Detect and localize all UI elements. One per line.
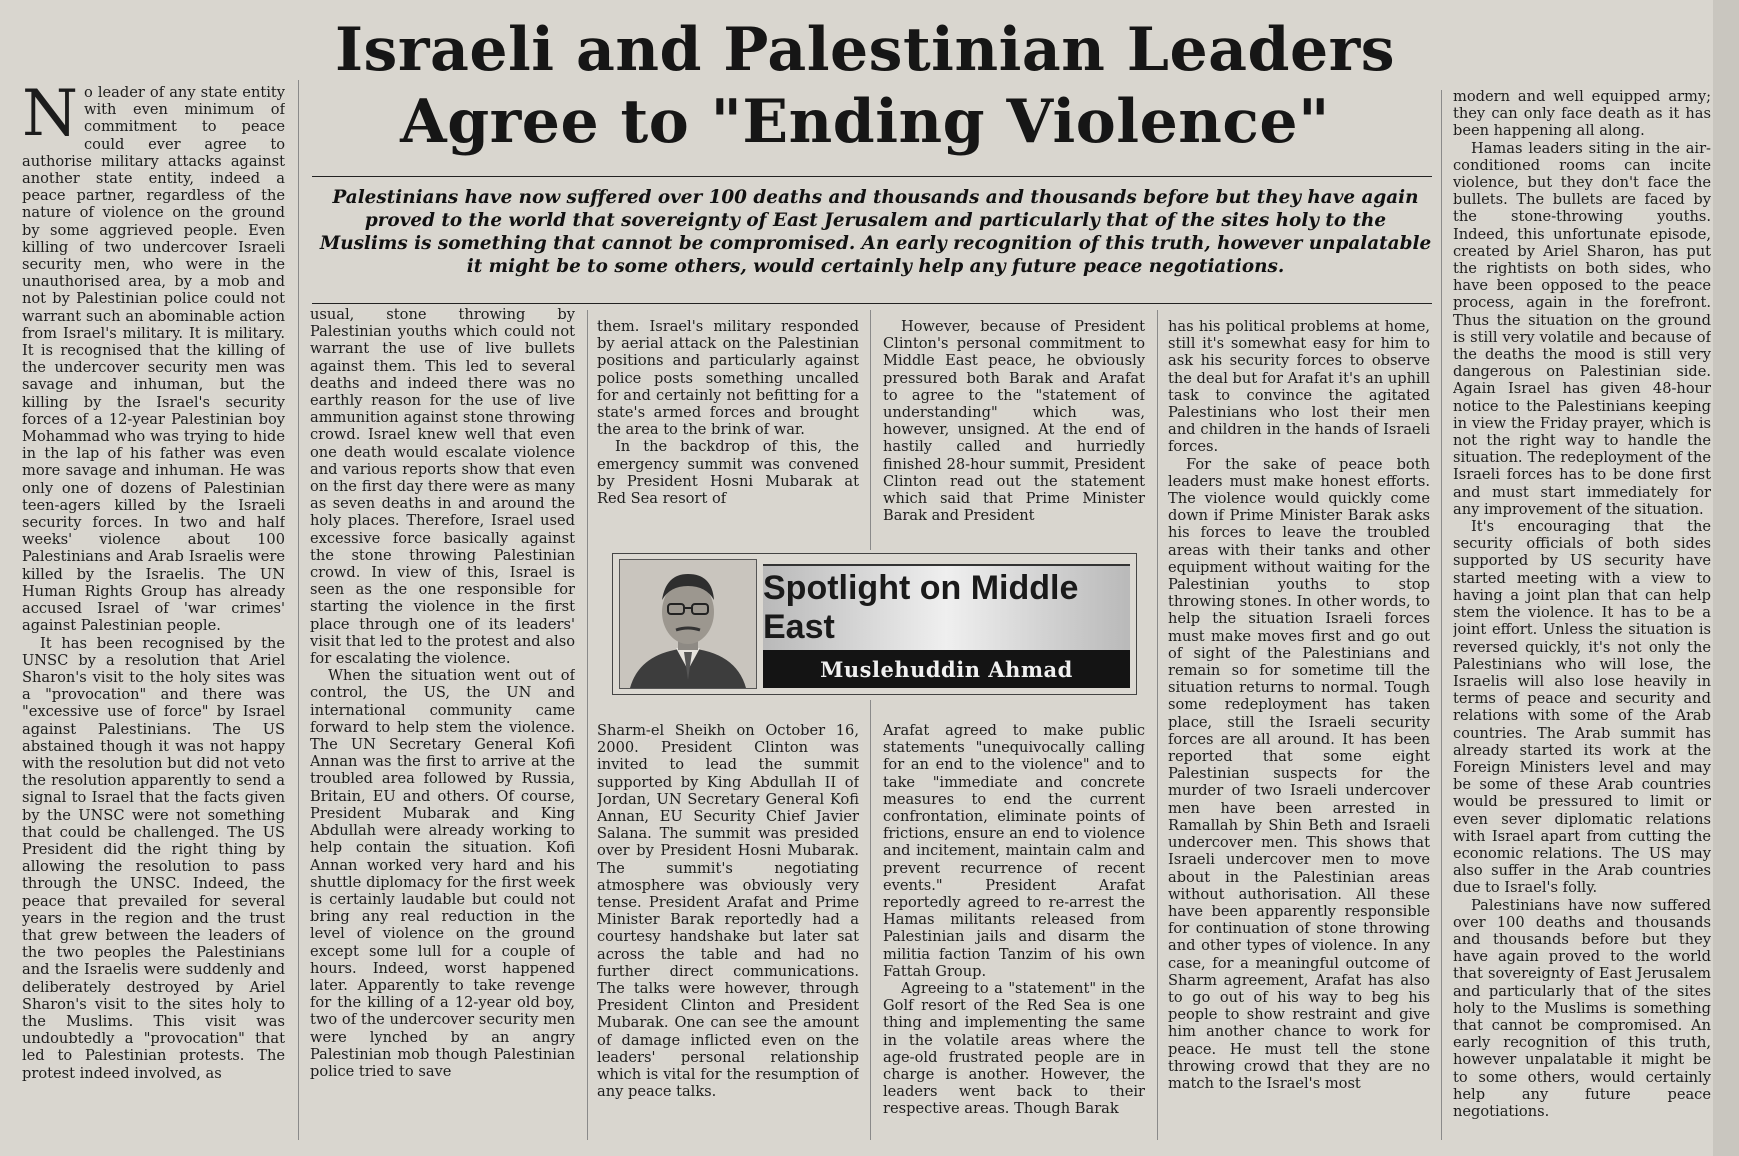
column-2 [310,306,575,1124]
drop-cap: N [22,84,78,151]
col2-para-2: When the situation went out of control, the US, the UN and international community came forward to help stem the violence. The UN Secretary General Kofi Annan was the first to arrive at the troubled area followed by Russia, Britain, EU and others. Of course, President Mubarak and King Abdullah were already working to help contain the situation. Kofi Annan worked very hard and his shuttle diplomacy for the first week is certainly laudable but could not bring any real reduction in the level of violence on the ground except some lull for a couple of hours. Indeed, worst happened later. Apparently to take revenge for the killing of a 12-year old boy, two of the undercover security men were lynched by an angry Palestinian mob though Palestinian police tried to save [310,667,575,1080]
col1-para-2: It has been recognised by the UNSC by a resolution that Ariel Sharon's visit to the holy sites was a "provocation" and there was "excessive use of force" by Israel against Palestinians. The US abstained though it was not happy with the resolution but did not veto the resolution apparently to send a signal to Israel that the facts given by the UNSC were not something that could be challenged. The US President did the right thing by allowing the resolution to pass through the UNSC. Indeed, the peace that prevailed for several years in the region and the trust that grew between the leaders of the two peoples the Palestinians and the Israelis were suddenly and deliberately destroyed by Ariel Sharon's visit to the sites holy to the Muslims. This visit was undoubtedly a "provocation" that led to Palestinian protests. The protest indeed involved, as [22,634,285,1082]
column-4-top [883,318,1145,542]
spotlight-box [612,553,1137,695]
spotlight-title: Spotlight on Middle East [763,564,1130,650]
column-rule [298,80,299,1140]
page-edge [1713,0,1739,1156]
column-3-bottom [597,722,859,1124]
col6-para-2: Hamas leaders siting in the air-conditioned rooms can incite violence, but they don't face the bullets. The bullets are faced by the stone-throwing youths. Indeed, this unfortunate episode, created by Ariel Sharon, has put the rightists on both sides, who have been opposed to the peace process, again in the forefront. Thus the situation on the ground is still very volatile and because of the deaths the mood is still very dangerous on Palestinian side. Again Israel has given 48-hour notice to the Palestinians keeping in view the Friday prayer, which is not the right way to handle the situation. The redeployment of the Israeli forces has to be done first and must start immediately for any improvement of the situation. [1453,139,1711,518]
col3-para-1: them. Israel's military responded by aerial attack on the Palestinian positions and particularly against police posts something uncalled for and certainly not befitting for a state's armed forces and brought the area to the brink of war. [597,318,859,439]
headline-line-2: Agree to "Ending Violence" [400,87,1330,157]
col3-para-3: Sharm-el Sheikh on October 16, 2000. President Clinton was invited to lead the summit supported by King Abdullah II of Jordan, UN Secretary General Kofi Annan, EU Security Chief Javier Salana. The summit was presided over by President Hosni Mubarak. The summit's negotiating atmosphere was obviously very tense. President Arafat and Prime Minister Barak reportedly had a courtesy handshake but later sat across the table and had no further direct communications. The talks were however, through President Clinton and President Mubarak. One can see the amount of damage inflicted even on the leaders' personal relationship which is vital for the resumption of any peace talks. [597,722,859,1101]
column-rule [587,310,588,1140]
col1-para-1: No leader of any state entity with even minimum of commitment to peace could ever agree to authorise military attacks against another state entity, indeed a peace partner, regardless of the nature of violence on the ground by some aggrieved people. Even killing of two undercover Israeli security men, who were in the unauthorised area, by a mob and not by Palestinian police could not warrant such an abominable action from Israel's military. It is military. It is recognised that the killing of the undercover security men was savage and inhuman, but the killing by the Israel's security forces of a 12-year Palestinian boy Mohammad who was trying to hide in the lap of his father was even more savage and inhuman. He was only one of dozens of Palestinian teen-agers killed by the Israeli security forces. In two and half weeks' violence about 100 Palestinians and Arab Israelis were killed by the Israelis. The UN Human Rights Group has already accused Israel of 'war crimes' against Palestinian people. [22,84,285,635]
headline-line-1: Israeli and Palestinian Leaders [334,15,1396,85]
deck-top-rule [312,176,1432,177]
col6-para-1: modern and well equipped army; they can only face death as it has been happening all along. [1453,88,1711,140]
column-rule [870,700,871,1140]
column-3-top [597,318,859,542]
author-portrait-icon [620,560,756,688]
column-rule [870,310,871,550]
headline [300,14,1430,158]
deck: Palestinians have now suffered over 100 deaths and thousands and thousands before but they have again proved to the world that sovereignty of East Jerusalem and particularly that of the sites holy to the Muslims is something that cannot be compromised. An early recognition of this truth, however unpalatable it might be to some others, would certainly help any future peace negotiations. [319,187,1432,277]
col4-para-3: Agreeing to a "statement" in the Golf resort of the Red Sea is one thing and implementing the same in the volatile areas where the age-old frustrated people are in charge is another. However, the leaders went back to their respective areas. Though Barak [883,980,1145,1118]
col6-para-3: It's encouraging that the security officials of both sides supported by US security have started meeting with a view to having a joint plan that can help stem the violence. It has to be a joint effort. Unless the situation is reversed quickly, it's not only the Palestinians who will lose, the Israelis will also lose heavily in terms of peace and security and relations with some of the Arab countries. The Arab summit has already started its work at the Foreign Ministers level and may be some of these Arab countries would be pressured to limit or even sever diplomatic relations with Israel apart from cutting the economic relations. The US may also suffer in the Arab countries due to Israel's folly. [1453,518,1711,897]
col5-para-2: For the sake of peace both leaders must make honest efforts. The violence would quickly come down if Prime Minister Barak asks his forces to leave the troubled areas with their tanks and other equipment without waiting for the Palestinian youths to stop throwing stones. In other words, to help the situation Israeli forces must make moves first and go out of sight of the Palestinians and remain so for sometime till the situation returns to normal. Tough some redeployment has taken place, still the Israeli security forces are all around. It has been reported that some eight Palestinian suspects for the murder of two Israeli undercover men have been arrested in Ramallah by Shin Beth and Israeli undercover men. This shows that Israeli undercover men to move about in the Palestinian areas without authorisation. All these have been apparently responsible for continuation of stone throwing and other types of violence. In any case, for a meaningful outcome of Sharm agreement, Arafat has also to go out of his way to beg his people to show restraint and give him another chance to work for peace. He must tell the stone throwing crowd that they are no match to the Israel's most [1168,455,1430,1092]
col5-para-1: has his political problems at home, still it's somewhat easy for him to ask his security forces to observe the deal but for Arafat it's an uphill task to convince the agitated Palestinians who lost their men and children in the hands of Israeli forces. [1168,318,1430,456]
column-5 [1168,318,1430,1124]
column-rule [1157,310,1158,1140]
col4-para-2: Arafat agreed to make public statements "unequivocally calling for an end to the violence" and to take "immediate and concrete measures to end the current confrontation, eliminate points of frictions, ensure an end to violence and incitement, maintain calm and prevent recurrence of recent events." President Arafat reportedly agreed to re-arrest the Hamas militants released from Palestinian jails and disarm the militia faction Tanzim of his own Fattah Group. [883,722,1145,980]
col3-para-2: In the backdrop of this, the emergency summit was convened by President Hosni Mubarak at Red Sea resort of [597,438,859,508]
column-rule [1441,90,1442,1140]
column-1 [22,84,285,1124]
col4-para-1: However, because of President Clinton's personal commitment to Middle East peace, he obviously pressured both Barak and Arafat to agree to the "statement of understanding" which was, however, unsigned. At the end of hastily called and hurriedly finished 28-hour summit, President Clinton read out the statement which said that Prime Minister Barak and President [883,318,1145,525]
deck-bottom-rule [312,303,1432,304]
column-6 [1453,88,1711,1134]
col2-para-1: usual, stone throwing by Palestinian youths which could not warrant the use of live bullets against them. This led to several deaths and indeed there was no earthly reason for the use of live ammunition against stone throwing crowd. Israel knew well that even one death would escalate violence and various reports show that even on the first day there were as many as seven deaths in and around the holy places. Therefore, Israel used excessive force basically against the stone throwing Palestinian crowd. In view of this, Israel is seen as the one responsible for starting the violence in the first place through one of its leaders' visit that led to the protest and also for escalating the violence. [310,306,575,668]
author-photo [619,559,757,689]
column-4-bottom [883,722,1145,1124]
author-byline: Muslehuddin Ahmad [763,650,1130,688]
col6-para-4: Palestinians have now suffered over 100 deaths and thousands and thousands before but they have again proved to the world that sovereignty of East Jerusalem and particularly that of the sites holy to the Muslims is something that cannot be compromised. An early recognition of this truth, however unpalatable it might be to some others, would certainly help any future peace negotiations. [1453,896,1711,1120]
